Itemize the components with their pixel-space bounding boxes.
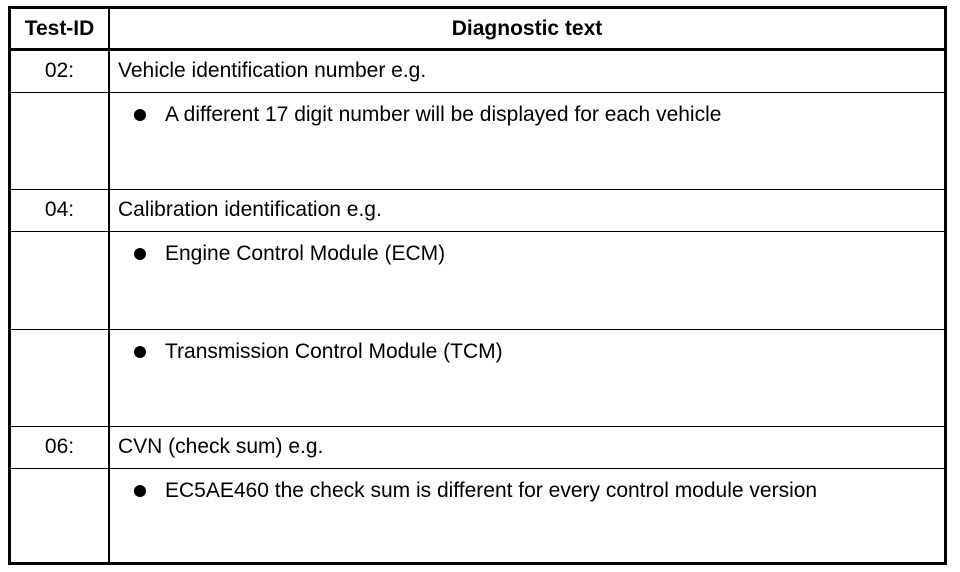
- bullet-icon: [134, 346, 146, 358]
- bullet-text: A different 17 digit number will be displayed for each vehicle: [165, 103, 722, 126]
- test-id-value: 04:: [44, 198, 75, 221]
- bullet-text: Engine Control Module (ECM): [165, 242, 446, 265]
- bullet-text: EC5AE460 the check sum is different for every control module version: [165, 479, 818, 502]
- table-row: [11, 427, 944, 469]
- diagnostic-text-cell: [110, 232, 944, 329]
- diagnostic-text-cell: [110, 93, 944, 189]
- table-row: [11, 190, 944, 232]
- bullet-item: [134, 338, 503, 366]
- diagnostic-text-cell: [110, 51, 944, 92]
- test-id-cell: [11, 51, 110, 92]
- diagnostic-description: CVN (check sum) e.g.: [118, 435, 324, 458]
- header-diagnostic-text: Diagnostic text: [451, 16, 603, 40]
- diagnostic-text-cell: [110, 190, 944, 231]
- table-row: [11, 469, 944, 562]
- test-id-cell: [11, 330, 110, 426]
- diagnostic-table: [8, 6, 947, 565]
- test-id-value: 06:: [44, 435, 75, 458]
- table-row: [11, 330, 944, 427]
- bullet-item: [134, 101, 721, 129]
- bullet-item: [134, 240, 445, 268]
- bullet-item: [134, 477, 817, 505]
- diagnostic-text-cell: [110, 330, 944, 426]
- bullet-icon: [134, 248, 146, 260]
- test-id-cell: [11, 427, 110, 468]
- diagnostic-description: Calibration identification e.g.: [118, 198, 382, 221]
- diagnostic-text-cell: [110, 427, 944, 468]
- table-row: [11, 93, 944, 190]
- diagnostic-description: Vehicle identification number e.g.: [118, 59, 427, 82]
- table-row: [11, 51, 944, 93]
- test-id-cell: [11, 190, 110, 231]
- table-header-row: [11, 9, 944, 51]
- test-id-cell: [11, 469, 110, 562]
- bullet-icon: [134, 109, 146, 121]
- bullet-text: Transmission Control Module (TCM): [165, 340, 503, 363]
- test-id-cell: [11, 93, 110, 189]
- bullet-icon: [134, 485, 146, 497]
- diagnostic-text-cell: [110, 469, 944, 562]
- table-row: [11, 232, 944, 330]
- test-id-value: 02:: [44, 59, 75, 82]
- header-test-id: Test-ID: [11, 9, 110, 48]
- test-id-cell: [11, 232, 110, 329]
